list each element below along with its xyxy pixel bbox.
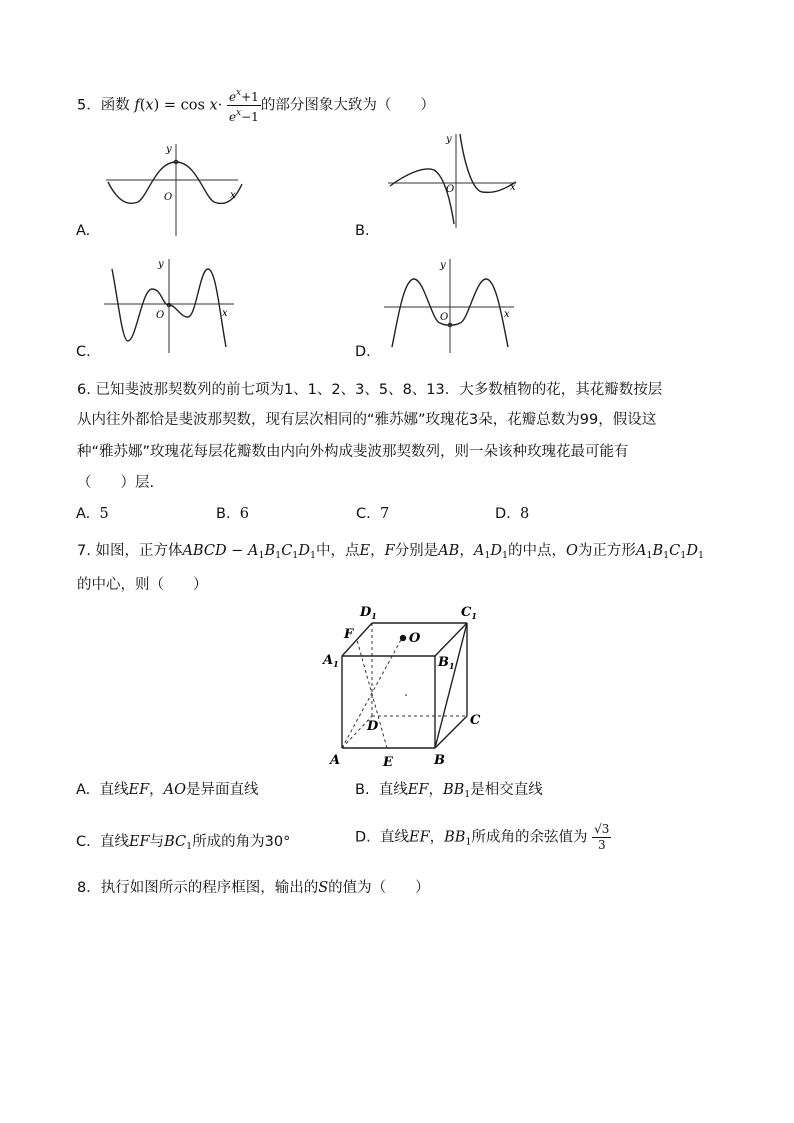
graph-a-origin: O <box>164 192 173 203</box>
q6-option-d-label: D. <box>495 506 511 522</box>
graph-c-x-label: x <box>222 308 228 319</box>
label-C1-letter: C <box>461 605 472 620</box>
q7-option-b-comma: ， <box>428 782 443 798</box>
q5-graph-c[interactable] <box>100 255 250 355</box>
q6-option-c-value: 7 <box>379 506 390 522</box>
q7-option-a-ao: AO <box>163 782 187 798</box>
q6-option-b[interactable] <box>216 504 249 524</box>
q6-option-b-label: B. <box>216 506 231 522</box>
q7-midpoints: 的中点， <box>508 543 567 559</box>
q5-post: 的部分图象大致为（ ） <box>260 97 435 114</box>
q5-fraction <box>227 86 261 125</box>
label-E: E <box>383 755 393 770</box>
q5-f: f <box>134 97 140 114</box>
q7-option-c-ef: EF <box>128 834 150 850</box>
q5-eq-cos: = cos <box>159 97 205 114</box>
q7-sub: 1 <box>697 550 705 561</box>
label-B1-letter: B <box>438 655 449 670</box>
label-A1-sub: 1 <box>333 659 339 669</box>
q7-option-c-label: C. <box>76 834 91 850</box>
q7-option-d-label: D. <box>355 829 371 846</box>
q8-stem <box>77 878 430 898</box>
q7-sub: 1 <box>646 550 653 561</box>
label-C: C <box>470 713 481 728</box>
q6-line-3: 种“雅苏娜”玫瑰花每层花瓣数由内向外构成斐波那契数列，则一朵该种玫瑰花最可能有 <box>77 444 629 460</box>
q6-line-4: （ ）层. <box>77 475 155 491</box>
q7-sub: 1 <box>484 550 491 561</box>
q7-option-a[interactable] <box>76 780 259 800</box>
label-A1 <box>321 653 339 669</box>
q7-option-d-text: 直线 <box>380 829 409 846</box>
q7-point-f: F <box>384 543 395 559</box>
q5-exp2: x <box>236 108 242 118</box>
q7-cube-figure <box>320 598 490 770</box>
q5-pre: 函数 <box>100 97 130 114</box>
line-BC1 <box>435 623 467 748</box>
q6-option-d-value: 8 <box>520 506 530 522</box>
q7-c: C <box>669 543 681 559</box>
q7-option-d-end: 所成角的余弦值为 <box>471 829 588 846</box>
q6-option-d[interactable] <box>495 504 529 524</box>
q7-comma: ， <box>370 543 385 559</box>
q7-cube-abcd: ABCD <box>182 543 227 559</box>
label-D1-sub: 1 <box>371 611 377 621</box>
q5-exp1: x <box>236 88 242 98</box>
q5-x: x <box>145 97 154 114</box>
q5-option-b-label[interactable]: B. <box>355 223 370 239</box>
q7-comma: ， <box>459 543 474 559</box>
label-B1-sub: 1 <box>449 661 455 671</box>
label-B: B <box>434 753 445 768</box>
label-C1-sub: 1 <box>471 611 477 621</box>
label-A1-letter: A <box>323 653 334 668</box>
q7-sub: 1 <box>275 550 282 561</box>
q5-cos-x: x <box>204 97 218 114</box>
q7-option-c-bc: BC <box>164 834 187 850</box>
q5-frac-den <box>227 106 261 125</box>
label-D: D <box>367 719 379 734</box>
q7-b: B <box>652 543 664 559</box>
label-C1 <box>461 605 477 621</box>
q7-option-d-comma: ， <box>429 829 445 846</box>
q7-option-b-ef: EF <box>407 782 429 798</box>
q7-option-c-sub: 1 <box>186 841 193 852</box>
q7-middle: 中，点 <box>316 543 360 559</box>
graph-d-y-label: y <box>440 260 446 271</box>
q5-graph-d[interactable] <box>380 255 530 355</box>
q7-stem-line-1 <box>77 541 704 566</box>
q7-option-b-text: 直线 <box>378 782 408 798</box>
q7-ab: AB <box>438 543 460 559</box>
graph-a-x-label: x <box>230 190 236 201</box>
q7-option-b-bb: BB <box>442 782 465 798</box>
q7-option-d-ef: EF <box>409 829 430 846</box>
q7-are: 分别是 <box>394 543 439 559</box>
q6-option-c[interactable] <box>356 504 389 524</box>
q7-option-a-end: 是异面直线 <box>186 782 259 798</box>
q6-line-2: 从内往外都恰是斐波那契数，现有层次相同的“雅苏娜”玫瑰花3朵，花瓣总数为99，假设这 <box>77 412 657 428</box>
q6-option-a-label: A. <box>76 506 91 522</box>
q7-option-b[interactable] <box>355 780 543 805</box>
q7-option-d-numerator: √3 <box>594 822 610 836</box>
q7-a: A <box>247 543 259 559</box>
q7-option-a-ef: EF <box>128 782 150 798</box>
q7-c: C <box>281 543 293 559</box>
point-center-dot <box>405 694 407 696</box>
q7-d: D <box>686 543 698 559</box>
q7-option-b-label: B. <box>355 782 370 798</box>
q6-option-c-label: C. <box>356 506 371 522</box>
q7-point-e: E <box>359 543 371 559</box>
q7-sub: 1 <box>502 550 509 561</box>
graph-b-origin: O <box>446 184 455 195</box>
q7-sub: 1 <box>292 550 299 561</box>
graph-b-y-label: y <box>446 134 452 145</box>
label-F: F <box>344 627 354 642</box>
q7-option-c[interactable] <box>76 832 290 857</box>
q5-e1: e <box>228 90 237 104</box>
q7-a: A <box>473 543 485 559</box>
q5-number: 5． <box>77 97 101 114</box>
label-D1 <box>359 605 377 621</box>
q7-a: A <box>635 543 647 559</box>
graph-a-y-label: y <box>166 144 172 155</box>
graph-b-x-label: x <box>510 182 516 193</box>
q7-stem-line-2: 的中心，则（ ） <box>77 577 208 593</box>
q7-sub: 1 <box>309 550 317 561</box>
q5-graph-b[interactable] <box>380 128 530 233</box>
q7-b: B <box>264 543 276 559</box>
graph-d-origin: O <box>440 312 449 323</box>
q7-option-d-sub: 1 <box>465 836 472 848</box>
q7-option-a-text: 直线 <box>99 782 129 798</box>
q5-rparen: ) <box>153 97 160 114</box>
q5-stem <box>77 86 435 125</box>
q5-dot: · <box>217 97 223 114</box>
q8-text-a: 8．执行如图所示的程序框图，输出的 <box>77 880 319 896</box>
q7-option-c-with: 与 <box>149 834 165 850</box>
q7-option-d-bb: BB <box>444 829 466 846</box>
q7-option-b-end: 是相交直线 <box>470 782 543 798</box>
q7-d: D <box>490 543 502 559</box>
q7-option-c-end: 所成的角为30° <box>192 834 291 850</box>
graph-c-origin: O <box>156 310 165 321</box>
q7-dash: − <box>226 543 248 559</box>
q5-option-a-label[interactable]: A. <box>76 223 91 239</box>
label-D1-letter: D <box>360 605 372 620</box>
q7-sub: 1 <box>663 550 670 561</box>
q7-option-d-denominator: 3 <box>597 838 606 852</box>
q5-lparen: ( <box>139 97 146 114</box>
q7-option-d-fraction <box>592 822 611 853</box>
graph-b-right-branch <box>460 134 516 192</box>
q6-option-a-value: 5 <box>99 506 109 522</box>
point-O <box>400 635 406 641</box>
q7-option-a-label: A. <box>76 782 91 798</box>
q7-is-center: 为正方形 <box>577 543 636 559</box>
q7-intro: 7. 如图，正方体 <box>77 543 183 559</box>
q5-option-c-label[interactable]: C. <box>76 344 91 360</box>
q6-option-b-value: 6 <box>239 506 250 522</box>
q6-option-a[interactable] <box>76 504 109 524</box>
q5-minus1: −1 <box>241 110 259 124</box>
graph-d-x-label: x <box>504 309 510 320</box>
q5-option-d-label[interactable]: D. <box>355 344 371 360</box>
q6-line-1: 6. 已知斐波那契数列的前七项为1、1、2、3、5、8、13．大多数植物的花，其花瓣数按层 <box>77 382 663 398</box>
q7-option-d[interactable] <box>355 822 611 862</box>
q8-s: S <box>318 880 329 896</box>
q5-plus1: +1 <box>241 90 259 104</box>
q5-graph-a[interactable] <box>100 140 250 240</box>
q5-frac-num <box>227 86 261 106</box>
graph-b-left-branch <box>390 169 454 224</box>
q7-option-b-sub: 1 <box>464 789 471 800</box>
graph-c-y-label: y <box>158 259 164 270</box>
q7-option-a-comma: ， <box>149 782 164 798</box>
q7-option-c-text: 直线 <box>99 834 129 850</box>
q7-sub: 1 <box>258 550 265 561</box>
label-A: A <box>330 753 341 768</box>
label-B1 <box>437 655 455 671</box>
graph-a-curve <box>108 162 242 203</box>
q7-sub: 1 <box>680 550 687 561</box>
q7-point-o: O <box>566 543 578 559</box>
label-O: O <box>409 631 421 646</box>
q5-e2: e <box>228 110 237 124</box>
q8-text-b: 的值为（ ） <box>328 880 430 896</box>
q7-d: D <box>298 543 310 559</box>
